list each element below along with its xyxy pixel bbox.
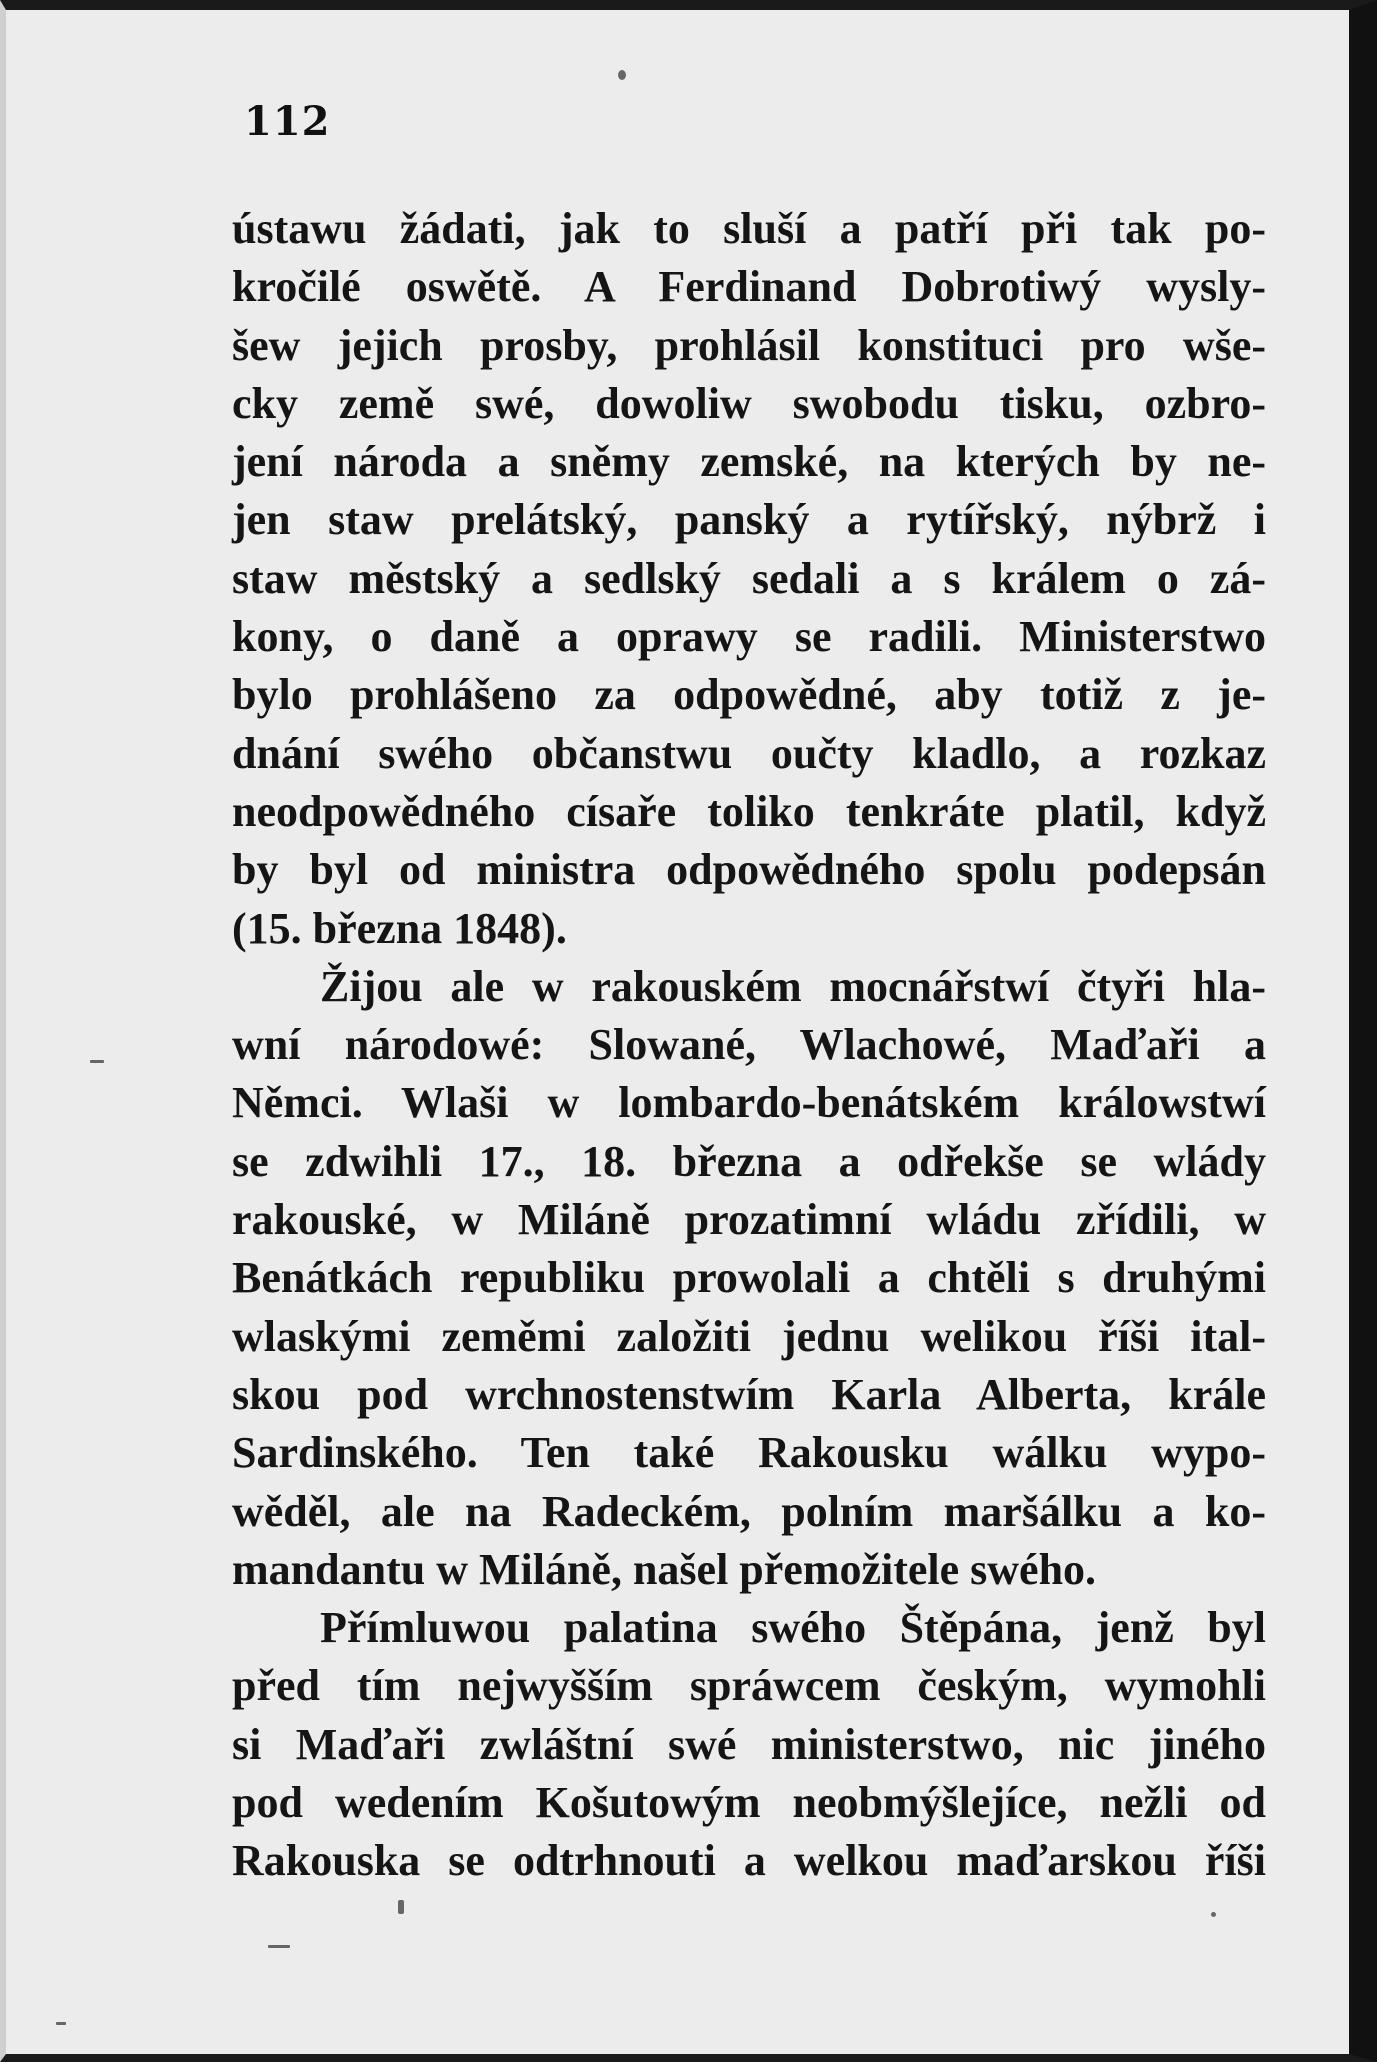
paragraph-1 bbox=[232, 200, 1266, 958]
text-line: rakouské, w Miláně prozatimní wládu zřídili, w bbox=[232, 1195, 1266, 1245]
text-line: pod wedením Košutowým neobmýšlejíce, nežli od bbox=[232, 1778, 1266, 1828]
scan-speck bbox=[618, 70, 626, 80]
text-line: Sardinského. Ten také Rakousku wálku wypo- bbox=[232, 1428, 1266, 1478]
text-line: si Maďaři zwláštní swé ministerstwo, nic jiného bbox=[232, 1719, 1266, 1769]
text-line: wlaskými zeměmi založiti jednu welikou říši ital- bbox=[232, 1311, 1266, 1361]
page-number: 112 bbox=[244, 98, 331, 145]
body-text bbox=[232, 200, 1266, 1891]
text-line: ústawu žádati, jak to sluší a patří při tak po- bbox=[232, 204, 1266, 253]
text-line: Žijou ale w rakouském mocnářstwí čtyři hla- bbox=[320, 961, 1266, 1011]
text-line: neodpowědného císaře toliko tenkráte platil, když bbox=[232, 786, 1266, 836]
text-line: Benátkách republiku prowolali a chtěli s druhými bbox=[232, 1253, 1266, 1303]
text-line: by byl od ministra odpowědného spolu podepsán bbox=[232, 845, 1266, 895]
text-line: Přímluwou palatina swého Štěpána, jenž byl bbox=[320, 1603, 1266, 1653]
text-line: kony, o daně a oprawy se radili. Ministerstwo bbox=[232, 612, 1266, 662]
scan-speck bbox=[268, 1945, 290, 1948]
text-line: staw městský a sedlský sedali a s králem o zá- bbox=[232, 553, 1266, 603]
text-line: Rakouska se odtrhnouti a welkou maďarskou říši bbox=[232, 1836, 1266, 1886]
text-line: Němci. Wlaši w lombardo-benátském králowstwí bbox=[232, 1078, 1266, 1128]
paragraph-2 bbox=[232, 958, 1266, 1599]
text-line: se zdwihli 17., 18. března a odřekše se wlády bbox=[232, 1136, 1266, 1186]
text-line: jení národa a sněmy zemské, na kterých by ne- bbox=[232, 437, 1266, 487]
text-line: wní národowé: Slowané, Wlachowé, Maďaři a bbox=[232, 1020, 1266, 1070]
text-line: skou pod wrchnostenstwím Karla Alberta, krále bbox=[232, 1369, 1266, 1419]
text-line: kročilé oswětě. A Ferdinand Dobrotiwý wysly- bbox=[232, 262, 1266, 312]
scan-speck bbox=[398, 1900, 404, 1914]
text-line: před tím nejwyšším spráwcem českým, wymohli bbox=[232, 1661, 1266, 1711]
text-line: wěděl, ale na Radeckém, polním maršálku a ko- bbox=[232, 1486, 1266, 1536]
text-line: cky země swé, dowoliw swobodu tisku, ozbro- bbox=[232, 378, 1266, 428]
scan-speck bbox=[90, 1060, 104, 1063]
text-line: jen staw prelátský, panský a rytířský, nýbrž i bbox=[232, 495, 1266, 545]
text-line: bylo prohlášeno za odpowědné, aby totiž z je- bbox=[232, 670, 1266, 720]
text-line: mandantu w Miláně, našel přemožitele swého. bbox=[232, 1544, 1097, 1594]
scan-speck bbox=[56, 2022, 66, 2025]
scan-speck bbox=[1211, 1912, 1216, 1917]
paragraph-3 bbox=[232, 1599, 1266, 1890]
text-line: dnání swého občanstwu oučty kladlo, a rozkaz bbox=[232, 728, 1266, 778]
text-line: šew jejich prosby, prohlásil konstituci pro wše- bbox=[232, 320, 1266, 370]
text-line: (15. března 1848). bbox=[232, 903, 567, 953]
